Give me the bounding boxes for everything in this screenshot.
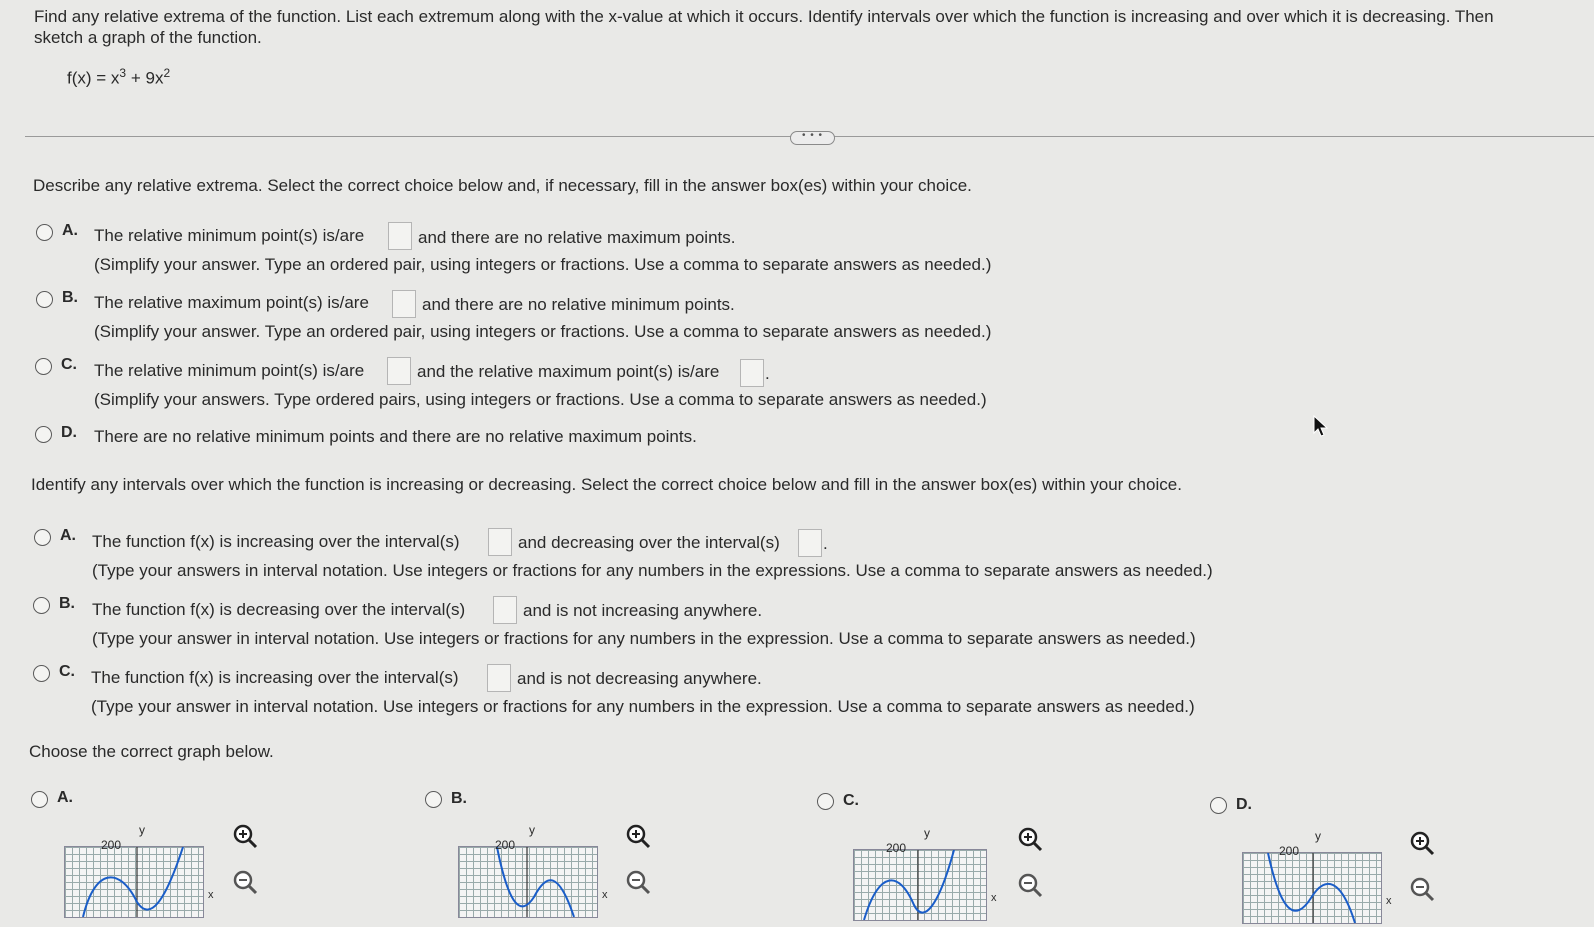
part1-c-text-b: and the relative maximum point(s) is/are [417,362,720,381]
part1-c-min-answer-box[interactable] [387,357,411,385]
graph-c-plot [854,850,986,920]
more-button[interactable]: • • • [790,131,835,145]
graph-letter-b: B. [451,790,467,807]
function-formula: $f(x) = x^3 + 9x^2$ [67,66,171,88]
graph-c-xlabel: x [991,892,997,904]
graph-b-zoom-in-icon[interactable] [624,822,652,850]
graph-c-zoom-in-icon[interactable] [1016,825,1044,853]
part2-radio-c[interactable] [33,665,50,682]
part1-b-text-b: and there are no relative minimum points. [422,295,735,314]
graph-b-ytick: 200 [495,838,516,852]
graph-a-zoom-in-icon[interactable] [231,822,259,850]
graph-letter-d: D. [1236,796,1252,813]
part1-a-hint: (Simplify your answer. Type an ordered pair, using integers or fractions. Use a comma to separate answers as needed.) [94,255,992,274]
graph-c-ylabel: y [924,826,930,840]
part1-letter-d: D. [61,424,77,441]
part1-c-text: The relative minimum point(s) is/are [94,361,365,380]
graph-a-ytick: 200 [101,838,122,852]
part2-letter-a: A. [60,527,76,544]
graph-d-xlabel: x [1386,895,1392,907]
graph-b-plot [459,847,597,917]
part1-b-answer-box[interactable] [392,290,416,318]
part2-a-text-b: and decreasing over the interval(s) [518,533,780,552]
part1-c-max-answer-box[interactable] [740,359,764,387]
graph-radio-a[interactable] [31,791,48,808]
part2-letter-b: B. [59,595,75,612]
part1-b-text: The relative maximum point(s) is/are [94,293,369,312]
graph-a-plot [65,847,203,917]
part1-d-text: There are no relative minimum points and there are no relative maximum points. [94,427,697,446]
part2-b-text-b: and is not increasing anywhere. [523,601,763,620]
part2-a-hint: (Type your answers in interval notation. Use integers or fractions for any numbers in the expressions. Use a comma to separate answers as needed.) [92,561,1213,580]
part2-a-text: The function f(x) is increasing over the interval(s) [92,532,460,551]
part2-c-text-b: and is not decreasing anywhere. [517,669,762,688]
part3-prompt: Choose the correct graph below. [29,742,274,761]
part2-a-decreasing-box[interactable] [798,529,822,557]
part2-radio-a[interactable] [34,529,51,546]
part1-letter-b: B. [62,289,78,306]
graph-c [853,826,997,921]
part1-c-hint: (Simplify your answers. Type ordered pairs, using integers or fractions. Use a comma to separate answers as needed.) [94,390,987,409]
part2-radio-b[interactable] [33,597,50,614]
part2-b-text: The function f(x) is decreasing over the interval(s) [92,600,466,619]
graph-d-zoom-in-icon[interactable] [1408,829,1436,857]
part1-prompt: Describe any relative extrema. Select the correct choice below and, if necessary, fill in the answer box(es) within your choice. [33,176,972,195]
graph-a-zoom-out-icon[interactable] [231,868,259,896]
part1-radio-b[interactable] [36,291,53,308]
part1-a-text: The relative minimum point(s) is/are [94,226,365,245]
graph-b-zoom-out-icon[interactable] [624,868,652,896]
part1-radio-c[interactable] [35,358,52,375]
graph-d-zoom-out-icon[interactable] [1408,875,1436,903]
part1-c-text-c: . [765,364,770,383]
graph-d-plot [1243,853,1381,923]
part2-b-answer-box[interactable] [493,596,517,624]
graph-c-ytick: 200 [886,841,907,855]
part2-c-answer-box[interactable] [487,664,511,692]
part1-radio-a[interactable] [36,224,53,241]
graph-a-ylabel: y [139,823,145,837]
part2-c-text: The function f(x) is increasing over the interval(s) [91,668,459,687]
part2-letter-c: C. [59,663,75,680]
graph-a [64,823,214,918]
mouse-cursor-icon [1313,415,1329,439]
part2-b-hint: (Type your answer in interval notation. Use integers or fractions for any numbers in the expression. Use a comma to separate answers as needed.) [92,629,1196,648]
part1-letter-a: A. [62,222,78,239]
graph-radio-b[interactable] [425,791,442,808]
part1-a-text-b: and there are no relative maximum points. [418,228,736,247]
part1-b-hint: (Simplify your answer. Type an ordered pair, using integers or fractions. Use a comma to separate answers as needed.) [94,322,992,341]
part2-a-text-c: . [823,534,828,553]
instruction-line-2: sketch a graph of the function. [34,28,262,47]
part1-a-answer-box[interactable] [388,222,412,250]
instruction-line-1: Find any relative extrema of the function. List each extremum along with the x-value at which it occurs. Identify intervals over which the function is increasing and over which it is decreasing. Then [34,7,1494,26]
graph-c-zoom-out-icon[interactable] [1016,871,1044,899]
graph-d-ylabel: y [1315,829,1321,843]
graph-b [458,823,608,918]
graph-a-xlabel: x [208,889,214,901]
graph-d-ytick: 200 [1279,844,1300,858]
graph-radio-c[interactable] [817,793,834,810]
graph-radio-d[interactable] [1210,797,1227,814]
part2-a-increasing-box[interactable] [488,528,512,556]
graph-d [1242,829,1392,924]
part1-letter-c: C. [61,356,77,373]
graph-b-ylabel: y [529,823,535,837]
part2-c-hint: (Type your answer in interval notation. Use integers or fractions for any numbers in the expression. Use a comma to separate answers as needed.) [91,697,1195,716]
graph-b-xlabel: x [602,889,608,901]
graph-letter-c: C. [843,792,859,809]
graph-letter-a: A. [57,789,73,806]
part1-radio-d[interactable] [35,426,52,443]
part2-prompt: Identify any intervals over which the function is increasing or decreasing. Select the correct choice below and fill in the answer box(es) within your choice. [31,475,1182,494]
